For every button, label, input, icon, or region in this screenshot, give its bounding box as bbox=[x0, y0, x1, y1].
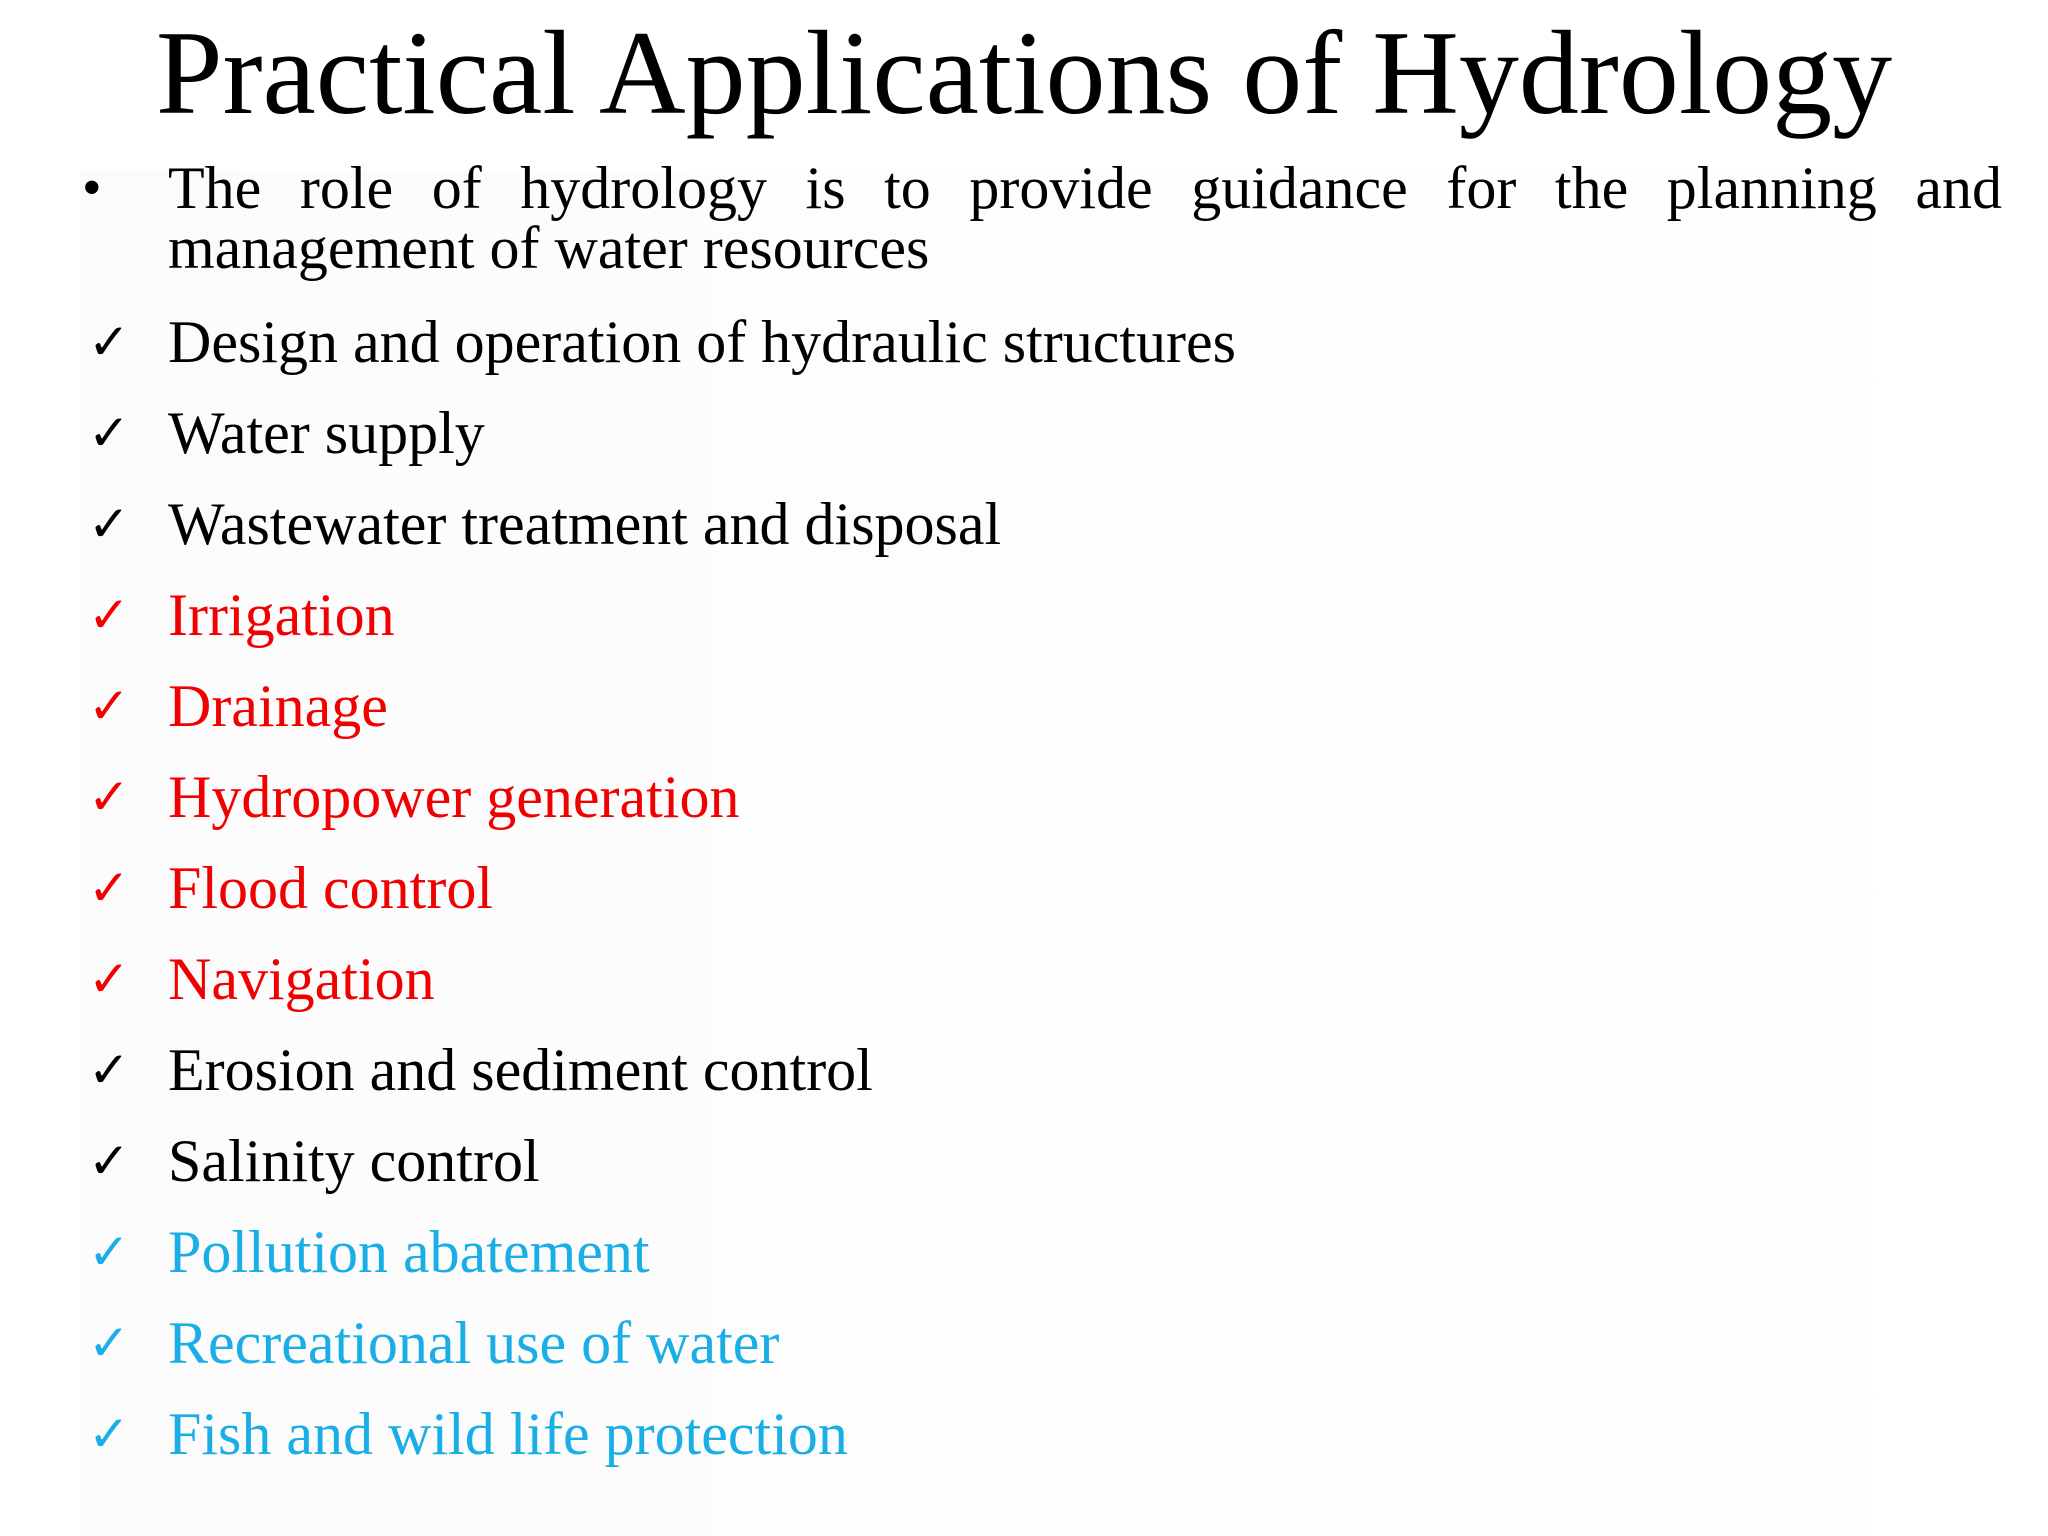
checkmark-icon: ✓ bbox=[88, 859, 130, 917]
list-item-label: Flood control bbox=[168, 855, 493, 921]
intro-text: The role of hydrology is to provide guidance for the planning and management of water resources bbox=[168, 155, 2002, 281]
checkmark-icon: ✓ bbox=[88, 313, 130, 371]
list-item-label: Recreational use of water bbox=[168, 1310, 780, 1376]
checkmark-icon: ✓ bbox=[88, 677, 130, 735]
bullet-icon: • bbox=[82, 157, 102, 219]
list-item-label: Hydropower generation bbox=[168, 764, 740, 830]
list-item-label: Design and operation of hydraulic structures bbox=[168, 309, 1237, 375]
checkmark-icon: ✓ bbox=[88, 768, 130, 826]
checkmark-icon: ✓ bbox=[88, 495, 130, 553]
checkmark-icon: ✓ bbox=[88, 1223, 130, 1281]
list-item-label: Navigation bbox=[168, 946, 435, 1012]
list-item-label: Erosion and sediment control bbox=[168, 1037, 873, 1103]
list-item-label: Water supply bbox=[168, 400, 485, 466]
checkmark-icon: ✓ bbox=[88, 1314, 130, 1372]
checkmark-icon: ✓ bbox=[88, 1405, 130, 1463]
checkmark-icon: ✓ bbox=[88, 1132, 130, 1190]
checkmark-icon: ✓ bbox=[88, 1041, 130, 1099]
checkmark-icon: ✓ bbox=[88, 950, 130, 1008]
checkmark-icon: ✓ bbox=[88, 586, 130, 644]
list-item-label: Salinity control bbox=[168, 1128, 540, 1194]
list-item-label: Pollution abatement bbox=[168, 1219, 650, 1285]
list-item-label: Fish and wild life protection bbox=[168, 1401, 848, 1467]
slide-title: Practical Applications of Hydrology bbox=[155, 6, 1893, 139]
list-item-label: Drainage bbox=[168, 673, 388, 739]
list-item-label: Wastewater treatment and disposal bbox=[168, 491, 1002, 557]
checkmark-icon: ✓ bbox=[88, 404, 130, 462]
list-item-label: Irrigation bbox=[168, 582, 395, 648]
